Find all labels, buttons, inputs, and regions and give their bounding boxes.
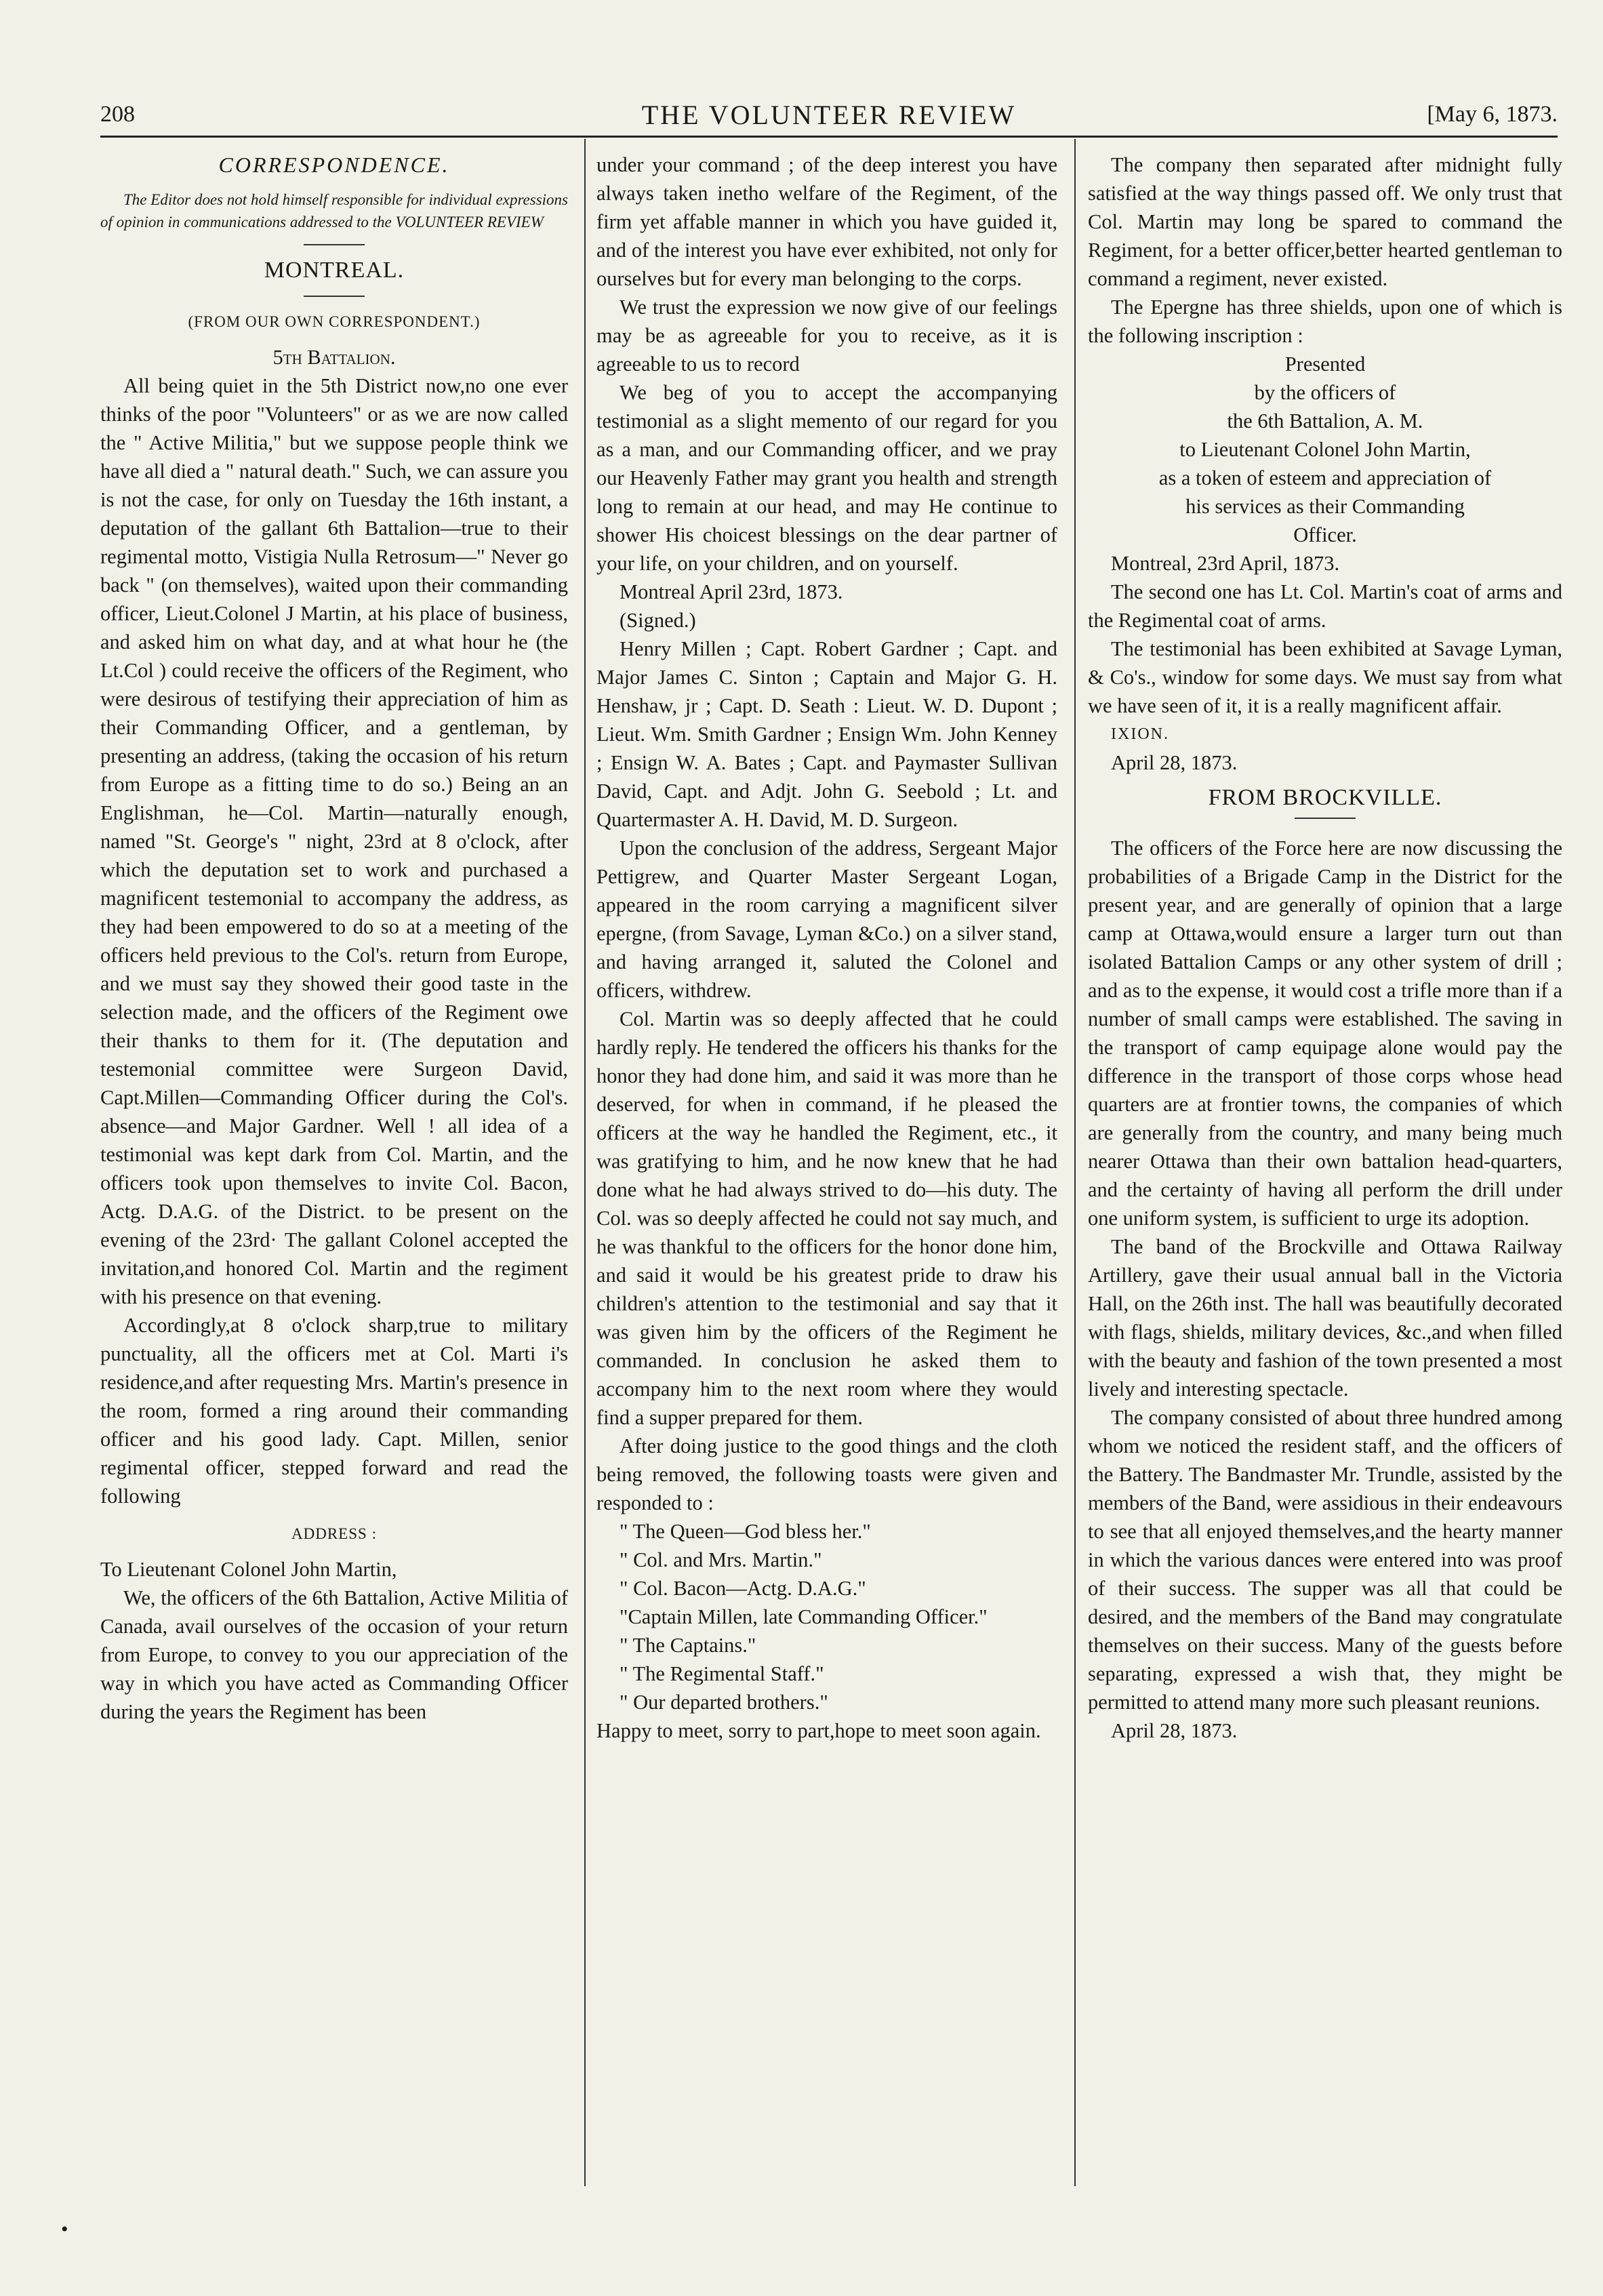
inscription-line: as a token of esteem and appreciation of	[1158, 466, 1492, 489]
column-divider	[1074, 139, 1076, 2186]
place-date: Montreal April 23rd, 1873.	[620, 580, 843, 603]
toast: " The Queen—God bless her."	[620, 1520, 871, 1543]
salutation: To Lieutenant Colonel John Martin,	[100, 1558, 397, 1581]
column-divider	[584, 139, 586, 2186]
article-paragraph: The testimonial has been exhibited at Savage Lyman, & Co's., window for some days. We must say from what we have seen of it, it is a really magnificent affair.	[1088, 637, 1562, 717]
article-paragraph: The band of the Brockville and Ottawa Railway Artillery, gave their usual annual ball in the Victoria Hall, on the 26th inst. The hall was beautifully decorated with flags, shields, military devices, &c.,and when filled with the beauty and fashion of the town presented a most lively and interesting spectacle.	[1088, 1235, 1562, 1401]
editor-disclaimer: The Editor does not hold himself responsible for individual expressions of opinion in communications addressed to the VOLUNTEER REVIEW	[100, 191, 568, 230]
toast: " Our departed brothers."	[620, 1691, 828, 1714]
column-2	[596, 150, 1057, 2184]
inscription-line: Officer.	[1293, 523, 1357, 546]
toast: " Col. Bacon—Actg. D.A.G."	[620, 1577, 866, 1600]
article-paragraph: Upon the conclusion of the address, Sergeant Major Pettigrew, and Quarter Master Sergeant Logan, appeared in the room carrying a magnificent silver epergne, (from Savage, Lyman &Co.) on a silver stand, and having arranged it, saluted the Colonel and officers, withdrew.	[596, 837, 1057, 1002]
signed-label: (Signed.)	[620, 609, 696, 632]
article-paragraph: We trust the expression we now give of our feelings may be as agreeable for you to receive, as it is agreeable to us to record	[596, 296, 1057, 376]
article-paragraph: The Epergne has three shields, upon one of which is the following inscription :	[1088, 296, 1562, 347]
section-rule	[304, 244, 365, 245]
article-paragraph: The officers of the Force here are now discussing the probabilities of a Brigade Camp in the District for the present year, and are generally of opinion that a large camp at Ottawa,would ensure a larger turn out than isolated Battalion Camps or any other system of drill ; and as to the expense, it would cost a trifle more than if a number of small camps were established. The saving in the transport of camp equipage alone would pay the difference in the transport of those corps whose head quarters are at frontier towns, the companies of which are generally from the country, and many being much nearer Ottawa than their own battalion head-quarters, and the certainty of having all perform the drill under one uniform system, is sufficient to urge its adoption.	[1088, 837, 1562, 1230]
toast: " Col. and Mrs. Martin."	[620, 1548, 822, 1571]
article-paragraph: under your command ; of the deep interest you have always taken inetho welfare of the Regiment, of the firm yet affable manner in which you have guided it, and of the interest you have ever exhibited, not only for ourselves but for every man belonging to the corps.	[596, 153, 1057, 290]
inscription	[1088, 350, 1562, 549]
inscription-line: Presented	[1284, 353, 1366, 376]
section-title-montreal: MONTREAL.	[264, 258, 405, 283]
article-paragraph: Accordingly,at 8 o'clock sharp,true to military punctuality, all the officers met at Col. Marti i's residence,and after requesting Mrs. Martin's presence in the room, formed a ring around their commanding officer and his good lady. Capt. Millen, senior regimental officer, stepped forward and read the following	[100, 1314, 568, 1508]
article-paragraph: We beg of you to accept the accompanying testimonial as a slight memento of our regard for you as a man, and our Commanding officer, and we pray our Heavenly Father may grant you health and strength long to remain at our head, and may He continue to shower His choicest blessings on the dear partner of your life, on your children, and on yourself.	[596, 381, 1057, 575]
subheading: 5th Battalion.	[272, 346, 396, 369]
publication-title: THE VOLUNTEER REVIEW	[641, 100, 1017, 130]
correspondent-signature: IXION.	[1111, 725, 1169, 743]
column-1	[100, 150, 568, 2184]
article-paragraph: Col. Martin was so deeply affected that he could hardly reply. He tendered the officers his thanks for the honor they had done him, and said it was more than he deserved, for when in command, if he pleased the officers at the way he handled the Regiment, etc., it was gratifying to him, and he now knew that he had done what he had always strived to do—his duty. The Col. was so deeply affected he could not say much, and he was thankful to the officers for the honor done him, and said it would be his greatest pride to draw his children's attention to the testimonial and say that it was given him by the officers of the Regiment he commanded. In conclusion he asked them to accompany him to the next room where they would find a supper prepared for them.	[596, 1007, 1057, 1429]
section-rule	[1295, 818, 1356, 819]
toast: "Captain Millen, late Commanding Officer."	[620, 1605, 988, 1628]
column-3	[1088, 150, 1562, 2184]
article-paragraph: The company then separated after midnight fully satisfied at the way things passed off. We only trust that Col. Martin may long be spared to command the Regiment, for a better officer,better hearted gentleman to command a regiment, never existed.	[1088, 153, 1562, 290]
article-paragraph: The second one has Lt. Col. Martin's coat of arms and the Regimental coat of arms.	[1088, 580, 1562, 632]
article-paragraph: All being quiet in the 5th District now,no one ever thinks of the poor "Volunteers" or as we are now called the " Active Militia," but we suppose people think we have all died a " natural death." Such, we can assure you is not the case, for only on Tuesday the 16th instant, a deputation of the gallant 6th Battalion—true to their regimental motto, Vistigia Nulla Retrosum—" Never go back " (on themselves), waited upon their commanding officer, Lieut.Colonel J Martin, at his place of business, and asked him on what day, and at what hour he (the Lt.Col ) could receive the officers of the Regiment, who were desirous of testifying their appreciation of him as their Commanding Officer, and a gentleman, by presenting an address, (taking the occasion of his return from Europe as a fitting time to do so.) Being an an Englishman, he—Col. Martin—naturally enough, named "St. George's " night, 23rd at 8 o'clock, after which the deputation set to work and purchased a magnificent testemonial to accompany the address, as they had been empowered to do so at a meeting of the officers held previous to the Col's. return from Europe, and we must say they showed their good taste in the selection made, and the officers of the Regiment owe their thanks to them for it. (The deputation and testemonial committee were Surgeon David, Capt.Millen—Commanding Officer during the Col's. absence—and Major Gardner. Well ! all idea of a testimonial was kept dark from Col. Martin, and the officers took upon themselves to invite Col. Bacon, Actg. D.A.G. of the District. to be present on the evening of the 23rd· The gallant Colonel accepted the invitation,and honored Col. Martin and the regiment with his presence on that evening.	[100, 374, 568, 1308]
section-title-brockville: FROM BROCKVILLE.	[1208, 785, 1442, 810]
byline: (FROM OUR OWN CORRESPONDENT.)	[188, 313, 481, 330]
correspondence-heading: CORRESPONDENCE.	[218, 153, 450, 177]
inscription-line: by the officers of	[1254, 381, 1396, 404]
margin-mark: •	[61, 2218, 68, 2240]
article-paragraph: After doing justice to the good things and the cloth being removed, the following toasts were given and responded to :	[596, 1434, 1057, 1514]
inscription-line: the 6th Battalion, A. M.	[1227, 409, 1423, 432]
inscription-line: his services as their Commanding	[1185, 495, 1465, 518]
address-label: ADDRESS :	[291, 1525, 377, 1542]
article-paragraph: We, the officers of the 6th Battalion, Active Militia of Canada, avail ourselves of the occasion of your return from Europe, to convey to you our appreciation of the way in which you have acted as Commanding Officer during the years the Regiment has been	[100, 1586, 568, 1723]
header-rule	[100, 136, 1558, 138]
signatories: Henry Millen ; Capt. Robert Gardner ; Capt. and Major James C. Sinton ; Captain and Major G. H. Henshaw, jr ; Capt. D. Seath : Lieut. W. D. Dupont ; Lieut. Wm. Smith Gardner ; Ensign Wm. John Kenney ; Ensign W. A. Bates ; Capt. and Paymaster Sullivan David, Capt. and Adjt. John G. Seebold ; Lt. and Quartermaster A. H. David, M. D. Surgeon.	[596, 637, 1057, 831]
inscription-line: to Lieutenant Colonel John Martin,	[1179, 438, 1471, 461]
issue-date: [May 6, 1873.	[1427, 102, 1558, 127]
toast: " The Regimental Staff."	[620, 1662, 824, 1685]
toast: " The Captains."	[620, 1634, 756, 1657]
dateline: April 28, 1873.	[1111, 751, 1238, 774]
page-number: 208	[100, 102, 135, 127]
inscription-date: Montreal, 23rd April, 1873.	[1111, 552, 1340, 575]
article-paragraph: The company consisted of about three hundred among whom we noticed the resident staff, and the officers of the Battery. The Bandmaster Mr. Trundle, assisted by the members of the Band, were assidious in their endeavours to see that all enjoyed themselves,and the hearty manner in which the various dances were entered into was proof of their success. The supper was all that could be desired, and the members of the Band may congratulate themselves on their success. Many of the guests before separating, expressed a wish that, they might be permitted to attend many more such pleasant reunions.	[1088, 1406, 1562, 1714]
closing-line: Happy to meet, sorry to part,hope to meet soon again.	[596, 1719, 1041, 1742]
dateline: April 28, 1873.	[1111, 1719, 1238, 1742]
section-rule	[304, 296, 365, 297]
